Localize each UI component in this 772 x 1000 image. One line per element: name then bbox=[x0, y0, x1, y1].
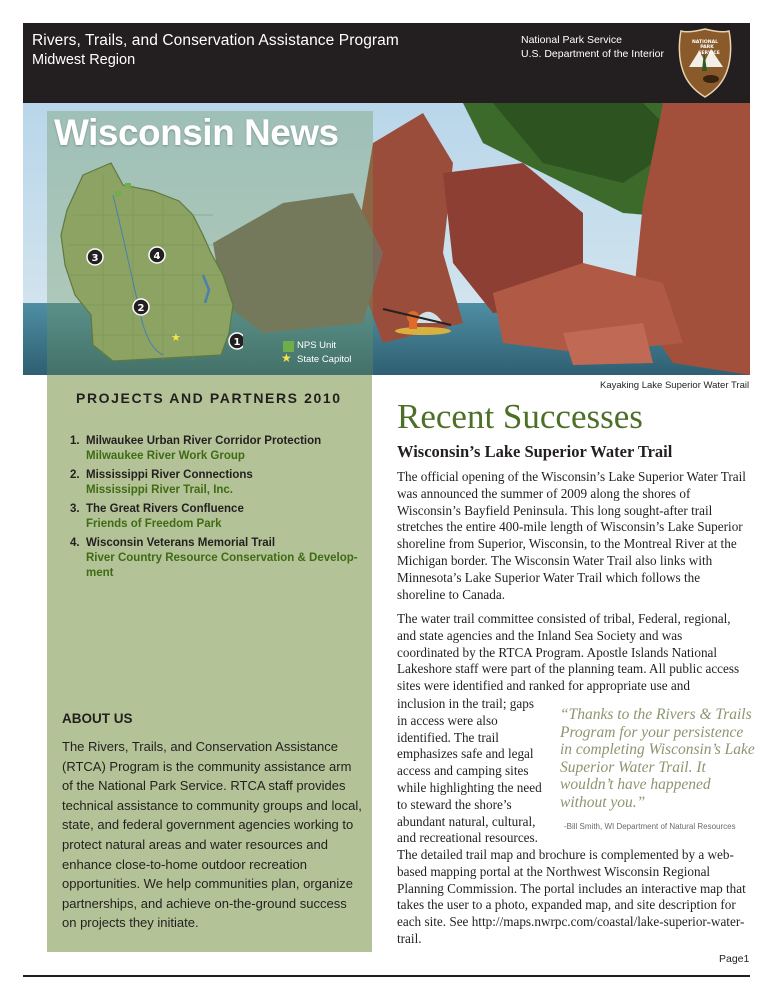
article-paragraph-4: The detailed trail map and brochure is complemented by a web-based mapping portal at the Northwest Wisconsin Regional Planning Commission. The portal includes an interactive map that takes the user to a photo, expanded map, and site description for each site. See http://maps.nwrpc.com/coastal/lake-superior-water-trail. bbox=[397, 847, 746, 946]
project-number: 3. bbox=[70, 503, 80, 515]
footer-divider bbox=[23, 975, 750, 977]
list-item bbox=[70, 536, 360, 581]
article-paragraph-1: The official opening of the Wisconsin’s Lake Superior Water Trail was announced the summer of 2009 along the shores of Wisconsin’s Bayfield Peninsula. This long sought-after trail stretches the entire 400-mile length of Wisconsin’s Lake Superior shoreline from Superior, Wisconsin, to the Montreal River at the Michigan border. The Wisconsin Water Trail also links with Minnesota’s Lake Superior Water Trail which follows the shoreline to Canada. bbox=[397, 469, 746, 602]
svg-text:PARK: PARK bbox=[700, 45, 714, 50]
svg-text:★: ★ bbox=[171, 331, 181, 344]
state-capitol-legend-label: State Capitol bbox=[297, 354, 352, 365]
newsletter-title: Wisconsin News bbox=[54, 112, 339, 153]
wisconsin-map bbox=[53, 155, 243, 365]
svg-text:SERVICE: SERVICE bbox=[698, 51, 720, 56]
project-partner: Mississippi River Trail, Inc. bbox=[86, 484, 234, 496]
list-item bbox=[70, 468, 360, 498]
article-paragraph-2: The water trail committee consisted of tribal, Federal, regional, and state agencies and the Inland Sea Society and was coordinated by the RTCA Program. Apostle Islands National Lakeshore staff were part of the planning team. All public access sites were identified and ranked for appropriate use and bbox=[397, 611, 740, 694]
star-icon: ★ bbox=[281, 351, 292, 365]
list-item bbox=[70, 434, 360, 464]
list-item bbox=[70, 502, 360, 532]
sidebar-panel bbox=[47, 375, 372, 952]
nps-arrowhead-logo bbox=[677, 27, 733, 99]
header-bar bbox=[23, 23, 750, 103]
project-title: The Great Rivers Confluence bbox=[86, 503, 244, 515]
article-paragraph-3: inclusion in the trail; gaps in access were also identified. The trail emphasizes safe and legal access and camping sites while highlighting the need to steward the shore’s abundant natural, cultural, and recreational resources. bbox=[397, 696, 542, 846]
project-partner: River Country Resource Conservation & Develop-ment bbox=[86, 552, 358, 579]
project-number: 2. bbox=[70, 469, 80, 481]
map-marker-label: 4 bbox=[153, 251, 161, 262]
nps-unit-legend-label: NPS Unit bbox=[297, 340, 337, 351]
department-name: U.S. Department of the Interior bbox=[521, 48, 664, 60]
about-text: The Rivers, Trails, and Conservation Assistance (RTCA) Program is the community assistance arm of the National Park Service. RTCA staff provides technical assistance to community groups and local, state, and federal government agencies working to protect natural areas and water resources and enhance close-to-home outdoor recreation opportunities. We help communities plan, organize partnerships, and achieve on-the-ground success on projects they initiate. bbox=[62, 739, 362, 931]
pull-quote: “Thanks to the Rivers & Trails Program for your persistence in completing Wisconsin’s Lake Superior Water Trail. It wouldn’t have happened without you.” bbox=[560, 706, 755, 811]
project-partner: Friends of Freedom Park bbox=[86, 518, 222, 530]
quote-attribution: -Bill Smith, WI Department of Natural Resources bbox=[564, 822, 736, 831]
project-title: Mississippi River Connections bbox=[86, 469, 253, 481]
project-title: Wisconsin Veterans Memorial Trail bbox=[86, 537, 276, 549]
agency-name: National Park Service bbox=[521, 34, 622, 46]
map-marker-label: 2 bbox=[137, 303, 145, 314]
hero-banner bbox=[23, 103, 750, 375]
projects-heading: PROJECTS AND PARTNERS 2010 bbox=[76, 390, 342, 406]
projects-list bbox=[70, 434, 360, 585]
section-title: Recent Successes bbox=[397, 397, 643, 436]
map-marker-label: 1 bbox=[233, 337, 241, 348]
program-title: Rivers, Trails, and Conservation Assistance Program bbox=[32, 32, 399, 49]
about-heading: ABOUT US bbox=[62, 711, 133, 726]
photo-caption: Kayaking Lake Superior Water Trail bbox=[600, 380, 750, 391]
map-marker-label: 3 bbox=[91, 253, 99, 264]
region-title: Midwest Region bbox=[32, 52, 136, 68]
page-number: Page1 bbox=[719, 953, 750, 965]
project-number: 1. bbox=[70, 435, 80, 447]
svg-text:NATIONAL: NATIONAL bbox=[691, 40, 719, 45]
project-number: 4. bbox=[70, 537, 80, 549]
project-title: Milwaukee Urban River Corridor Protection bbox=[86, 435, 322, 447]
project-partner: Milwaukee River Work Group bbox=[86, 450, 245, 462]
article-subtitle: Wisconsin’s Lake Superior Water Trail bbox=[397, 442, 673, 461]
